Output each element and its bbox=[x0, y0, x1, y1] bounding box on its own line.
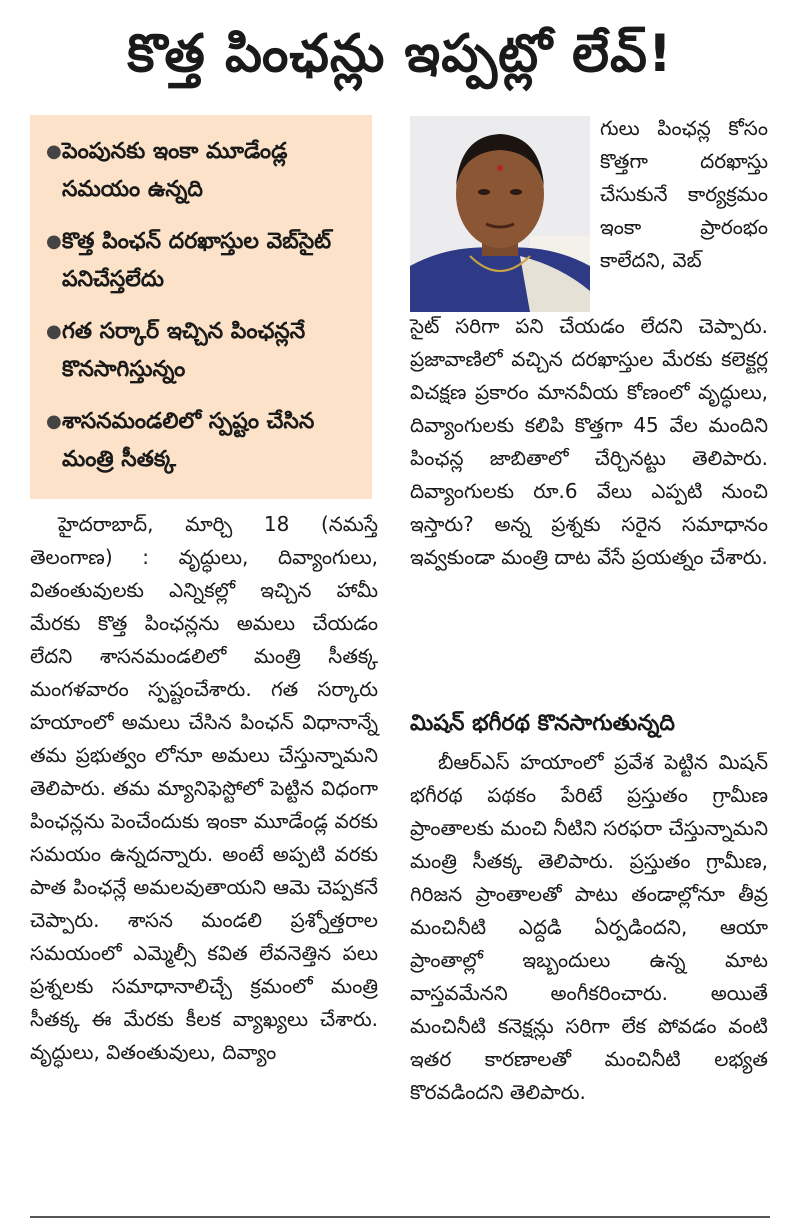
article-column-right bbox=[410, 310, 768, 574]
highlight-text: కొత్త పింఛన్‌ దరఖాస్తుల వెబ్‌సైట్‌ పనిచేస్తలేదు bbox=[62, 229, 332, 292]
bullet-icon: ● bbox=[46, 321, 62, 342]
highlight-item bbox=[46, 403, 358, 479]
subheading: మిషన్‌ భగీరథ కొనసాగుతున్నది bbox=[410, 711, 675, 736]
article-column-right-bottom bbox=[410, 746, 768, 1109]
article-column-left bbox=[30, 508, 378, 1188]
bullet-icon: ● bbox=[46, 411, 62, 432]
article-column-right-wrap bbox=[600, 112, 768, 277]
minister-photo bbox=[410, 116, 590, 312]
highlight-text: గత సర్కార్‌ ఇచ్చిన పింఛన్లనే కొనసాగిస్తున్నం bbox=[62, 319, 306, 382]
article-paragraph: బీఆర్‌ఎస్‌ హయాంలో ప్రవేశ పెట్టిన మిషన్‌ భగీరథ పథకం పేరిటే ప్రస్తుతం గ్రామీణ ప్రాంతాలకు మంచి నీటిని సరఫరా చేస్తున్నామని మంత్రి సీతక్క తెలిపారు. ప్రస్తుతం గ్రామీణ, గిరిజన ప్రాంతాలతో పాటు తండాల్లోనూ తీవ్ర మంచినీటి ఎద్దడి ఏర్పడిందని, ఆయా ప్రాంతాల్లో ఇబ్బందులు ఉన్న మాట వాస్తవమేనని అంగీకరించారు. అయితే మంచినీటి కనెక్షన్లు సరిగా లేక పోవడం వంటి ఇతర కారణాలతో మంచినీటి లభ్యత కొరవడిందని తెలిపారు. bbox=[410, 750, 768, 1104]
article-paragraph: హైదరాబాద్‌, మార్చి 18 (నమస్తే తెలంగాణ) : వృద్ధులు, దివ్యాంగులు, వితంతువులకు ఎన్నికల్లో ఇచ్చిన హామీ మేరకు కొత్త పింఛన్లను అమలు చేయడం లేదని శాసనమండలిలో మంత్రి సీతక్క మంగళవారం స్పష్టంచేశారు. గత సర్కారు హయాంలో అమలు చేసిన పింఛన్‌ విధానాన్నే తమ ప్రభుత్వం లోనూ అమలు చేస్తున్నామని తెలిపారు. తమ మ్యానిఫెస్టోలో పెట్టిన విధంగా పింఛన్లను పెంచేందుకు ఇంకా మూడేండ్ల వరకు సమయం ఉన్నదన్నారు. అంటే అప్పటి వరకు పాత పింఛన్లే అమలవుతాయని ఆమె చెప్పకనే చెప్పారు. శాసన మండలి ప్రశ్నోత్తరాల సమయంలో ఎమ్మెల్సీ కవిత లేవనెత్తిన పలు ప్రశ్నలకు సమాధానాలిచ్చే క్రమంలో మంత్రి సీతక్క ఈ మేరకు కీలక వ్యాఖ్యలు చేశారు. వృద్ధులు, వితంతువులు, దివ్యాం bbox=[30, 512, 378, 1064]
highlight-item bbox=[46, 133, 358, 209]
highlight-item bbox=[46, 313, 358, 389]
highlights-box bbox=[30, 115, 372, 499]
bullet-icon: ● bbox=[46, 231, 62, 252]
portrait-image bbox=[410, 116, 590, 312]
headline: కొత్త పింఛన్లు ఇప్పట్లో లేవ్‌! bbox=[127, 24, 673, 84]
bullet-icon: ● bbox=[46, 141, 62, 162]
highlight-text: శాసనమండలిలో స్పష్టం చేసిన మంత్రి సీతక్క bbox=[62, 409, 315, 472]
highlight-text: పెంపునకు ఇంకా మూడేండ్ల సమయం ఉన్నది bbox=[62, 139, 288, 202]
bottom-rule bbox=[30, 1216, 770, 1218]
article-paragraph: గులు పింఛన్ల కోసం కొత్తగా దరఖాస్తు చేసుకునే కార్యక్రమం ఇంకా ప్రారంభం కాలేదని, వెబ్‌ bbox=[600, 116, 768, 272]
article-paragraph: సైట్‌ సరిగా పని చేయడం లేదని చెప్పారు. ప్రజావాణిలో వచ్చిన దరఖాస్తుల మేరకు కలెక్టర్ల విచక్షణ ప్రకారం మానవీయ కోణంలో వృద్ధులు, దివ్యాంగులకు కలిపి కొత్తగా 45 వేల మందిని పింఛన్ల జాబితాలో చేర్చినట్టు తెలిపారు. దివ్యాంగులకు రూ.6 వేలు ఎప్పటి నుంచి ఇస్తారు? అన్న ప్రశ్నకు సరైన సమాధానం ఇవ్వకుండా మంత్రి దాట వేసే ప్రయత్నం చేశారు. bbox=[410, 314, 768, 569]
highlight-item bbox=[46, 223, 358, 299]
